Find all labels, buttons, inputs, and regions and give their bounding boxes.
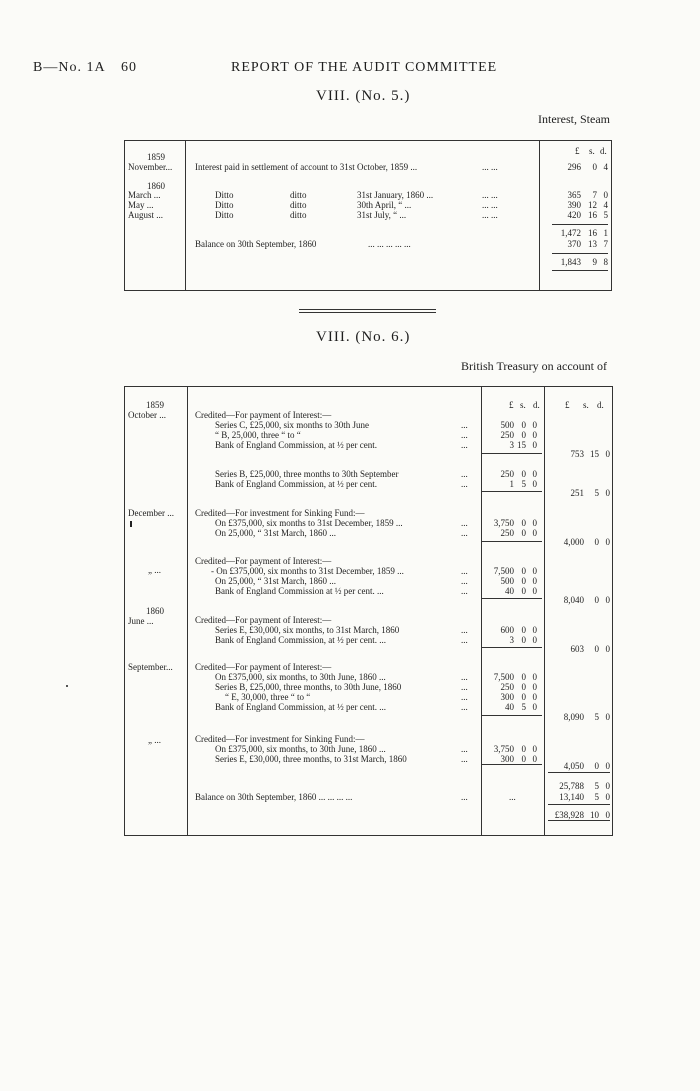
amount-pence: 0 — [605, 537, 610, 547]
date-ditto: „ ... — [148, 735, 161, 745]
leader-dots: ... — [461, 625, 468, 635]
leader-dots: ... — [461, 440, 468, 450]
amount-pence: 0 — [532, 576, 537, 586]
col-head-pounds: £ — [509, 400, 514, 410]
leader-dots: ... — [461, 754, 468, 764]
section-5-heading: VIII. (No. 5.) — [316, 88, 411, 104]
section-5-caption: Interest, Steam — [538, 112, 610, 126]
amount-pence: 0 — [605, 792, 610, 802]
balance-text: Balance on 30th September, 1860 ... ... ... ... — [195, 792, 353, 802]
amount-pence: 0 — [605, 712, 610, 722]
leader-dots: ... ... — [482, 200, 498, 210]
entry-line: “ E, 30,000, three “ to “ — [225, 692, 311, 702]
date-month: November... — [128, 162, 173, 172]
col-head-shillings: s. — [589, 146, 595, 156]
page-title: REPORT OF THE AUDIT COMMITTEE — [231, 60, 498, 75]
amount-pounds: 250 — [500, 469, 514, 479]
sum-rule — [482, 453, 542, 454]
entry-line: On 25,000, “ 31st March, 1860 ... — [215, 576, 336, 586]
amount-pence: 0 — [605, 781, 610, 791]
date-year: 1860 — [147, 181, 165, 191]
entry-heading: Credited—For payment of Interest:— — [195, 556, 332, 566]
entry-line: Bank of England Commission, at ½ per cent. — [215, 479, 377, 489]
amount-pounds: 3 — [509, 635, 514, 645]
date-year: 1859 — [147, 152, 165, 162]
amount-pence: 0 — [532, 586, 537, 596]
col-head-pounds: £ — [565, 400, 570, 410]
date-month: May ... — [128, 200, 154, 210]
entry-line: On £375,000, six months, to 30th June, 1860 ... — [215, 744, 386, 754]
amount-pounds: 25,788 — [559, 781, 584, 791]
amount-pence: 0 — [532, 518, 537, 528]
amount-shillings: 0 — [521, 682, 526, 692]
amount-pounds: 7,500 — [493, 672, 514, 682]
amount-shillings: 0 — [521, 518, 526, 528]
leader-dots: ... — [461, 692, 468, 702]
amount-pence: 0 — [605, 595, 610, 605]
ditto-text: Ditto — [215, 200, 234, 210]
section-divider — [299, 312, 436, 313]
amount-pounds: 4,050 — [563, 761, 584, 771]
amount-pounds: 600 — [500, 625, 514, 635]
date-month: August ... — [128, 210, 164, 220]
entry-line: “ B, 25,000, three “ to “ — [215, 430, 301, 440]
col-head-pence: d. — [600, 146, 607, 156]
amount-shillings: 0 — [521, 420, 526, 430]
ditto-text: ditto — [290, 190, 307, 200]
sum-rule — [482, 647, 542, 648]
leader-dots: ... — [461, 566, 468, 576]
leader-dots: ... ... — [482, 162, 498, 172]
amount-pence: 0 — [603, 190, 608, 200]
amount-shillings: 10 — [590, 810, 599, 820]
leader-dots: ... — [461, 518, 468, 528]
entry-line: Bank of England Commission at ½ per cent. ... — [215, 586, 384, 596]
amount-pence: 0 — [605, 449, 610, 459]
ditto-text: Ditto — [215, 190, 234, 200]
amount-shillings: 0 — [521, 635, 526, 645]
sum-rule — [482, 491, 542, 492]
amount-pounds: 250 — [500, 528, 514, 538]
amount-shillings: 0 — [594, 595, 599, 605]
amount-pence: 0 — [532, 430, 537, 440]
ditto-date: 30th April, “ ... — [357, 200, 412, 210]
section-divider — [299, 309, 436, 310]
amount-pounds: £38,928 — [554, 810, 584, 820]
amount-pounds: 4,000 — [563, 537, 584, 547]
amount-shillings: 5 — [594, 488, 599, 498]
amount-pence: 0 — [532, 566, 537, 576]
leader-dots: ... — [461, 586, 468, 596]
ink-mark — [130, 521, 132, 527]
date-month: October ... — [128, 410, 166, 420]
amount-pence: 0 — [605, 644, 610, 654]
sum-rule — [482, 764, 542, 765]
amount-pence: 0 — [605, 761, 610, 771]
amount-shillings: 0 — [521, 586, 526, 596]
amount-shillings: 15 — [517, 440, 526, 450]
sum-rule — [548, 804, 610, 805]
amount-shillings: 5 — [594, 712, 599, 722]
amount-pounds: 8,090 — [563, 712, 584, 722]
amount-pounds: 390 — [567, 200, 581, 210]
leader-dots: ... — [461, 672, 468, 682]
ditto-text: Ditto — [215, 210, 234, 220]
amount-pounds: 13,140 — [559, 792, 584, 802]
ditto-text: ditto — [290, 200, 307, 210]
balance-shillings: 13 — [588, 239, 597, 249]
amount-shillings: 0 — [521, 692, 526, 702]
amount-pounds: 3 — [509, 440, 514, 450]
leader-dots: ... ... ... ... ... — [368, 239, 411, 249]
date-year: 1859 — [146, 400, 164, 410]
amount-pence: 0 — [532, 528, 537, 538]
amount-pounds: 420 — [567, 210, 581, 220]
entry-line: Series B, £25,000, three months to 30th September — [215, 469, 399, 479]
leader-dots: ... ... — [482, 190, 498, 200]
leader-dots: ... — [461, 479, 468, 489]
leader-dots: ... — [461, 744, 468, 754]
entry-heading: Credited—For investment for Sinking Fund:— — [195, 734, 365, 744]
amount-pounds: 8,040 — [563, 595, 584, 605]
entry-line: Bank of England Commission, at ½ per cent. ... — [215, 635, 386, 645]
amount-pence: 0 — [532, 635, 537, 645]
amount-pounds: 500 — [500, 420, 514, 430]
amount-pence: 0 — [532, 625, 537, 635]
amount-shillings: 0 — [594, 644, 599, 654]
amount-pence: 0 — [532, 744, 537, 754]
amount-pence: 0 — [532, 754, 537, 764]
subtotal-pence: 1 — [603, 228, 608, 238]
col-head-pence: d. — [597, 400, 604, 410]
amount-shillings: 5 — [521, 702, 526, 712]
entry-line: - On £375,000, six months to 31st December, 1859 ... — [211, 566, 404, 576]
page-number: 60 — [121, 60, 137, 75]
ditto-text: ditto — [290, 210, 307, 220]
amount-pence: 0 — [532, 440, 537, 450]
amount-pence: 0 — [532, 469, 537, 479]
col-head-pence: d. — [533, 400, 540, 410]
total-shillings: 9 — [592, 257, 597, 267]
amount-pounds: 296 — [567, 162, 581, 172]
leader-dots: ... — [461, 635, 468, 645]
subtotal-shillings: 16 — [588, 228, 597, 238]
amount-shillings: 0 — [592, 162, 597, 172]
date-month: September... — [128, 662, 173, 672]
amount-pounds: 1 — [509, 479, 514, 489]
amount-pounds: 40 — [505, 586, 514, 596]
amount-shillings: 5 — [521, 479, 526, 489]
amount-pence: 0 — [532, 420, 537, 430]
entry-heading: Credited—For payment of Interest:— — [195, 662, 332, 672]
date-month: December ... — [128, 508, 174, 518]
amount-shillings: 0 — [521, 576, 526, 586]
ditto-date: 31st July, “ ... — [357, 210, 407, 220]
amount-shillings: 0 — [521, 754, 526, 764]
amount-pence: 0 — [532, 692, 537, 702]
leader-dots: ... — [509, 792, 516, 802]
entry-line: Series B, £25,000, three months, to 30th June, 1860 — [215, 682, 402, 692]
entry-line: Series C, £25,000, six months to 30th June — [215, 420, 370, 430]
amount-pence: 5 — [603, 210, 608, 220]
leader-dots: ... — [461, 430, 468, 440]
amount-shillings: 0 — [521, 744, 526, 754]
leader-dots: ... — [461, 528, 468, 538]
amount-shillings: 0 — [521, 528, 526, 538]
leader-dots: ... — [461, 702, 468, 712]
amount-pence: 0 — [605, 810, 610, 820]
amount-pounds: 300 — [500, 692, 514, 702]
entry-line: Bank of England Commission, at ½ per cent. — [215, 440, 377, 450]
amount-pence: 0 — [532, 479, 537, 489]
leader-dots: ... — [461, 469, 468, 479]
amount-shillings: 0 — [521, 430, 526, 440]
leader-dots: ... — [461, 420, 468, 430]
amount-shillings: 0 — [521, 625, 526, 635]
amount-pounds: 300 — [500, 754, 514, 764]
amount-pounds: 7,500 — [493, 566, 514, 576]
leader-dots: ... — [461, 792, 468, 802]
total-pence: 8 — [603, 257, 608, 267]
amount-pounds: 603 — [570, 644, 584, 654]
date-year: 1860 — [146, 606, 164, 616]
amount-shillings: 0 — [594, 761, 599, 771]
sum-rule — [482, 541, 542, 542]
amount-shillings: 7 — [592, 190, 597, 200]
balance-pounds: 370 — [567, 239, 581, 249]
amount-shillings: 12 — [588, 200, 597, 210]
amount-pence: 4 — [603, 162, 608, 172]
amount-pounds: 250 — [500, 430, 514, 440]
leader-dots: ... ... — [482, 210, 498, 220]
entry-line: Series E, £30,000, six months, to 31st March, 1860 — [215, 625, 400, 635]
amount-pounds: 3,750 — [493, 518, 514, 528]
section-6-heading: VIII. (No. 6.) — [316, 329, 411, 345]
amount-shillings: 0 — [521, 566, 526, 576]
amount-pounds: 3,750 — [493, 744, 514, 754]
entry-heading: Credited—For payment of Interest:— — [195, 410, 332, 420]
entry-line: On £375,000, six months to 31st December, 1859 ... — [215, 518, 403, 528]
sum-rule — [482, 598, 542, 599]
amount-shillings: 16 — [588, 210, 597, 220]
amount-shillings: 0 — [594, 537, 599, 547]
leader-dots: ... — [461, 682, 468, 692]
sum-rule — [548, 820, 610, 821]
leader-dots: ... — [461, 576, 468, 586]
entry-line: On 25,000, “ 31st March, 1860 ... — [215, 528, 336, 538]
amount-pence: 0 — [605, 488, 610, 498]
sum-rule — [548, 772, 610, 773]
ditto-date: 31st January, 1860 ... — [357, 190, 434, 200]
col-head-shillings: s. — [583, 400, 589, 410]
amount-shillings: 5 — [594, 781, 599, 791]
amount-pence: 0 — [532, 682, 537, 692]
col-head-shillings: s. — [520, 400, 526, 410]
amount-shillings: 15 — [590, 449, 599, 459]
amount-shillings: 5 — [594, 792, 599, 802]
amount-pounds: 753 — [570, 449, 584, 459]
amount-pounds: 251 — [570, 488, 584, 498]
balance-text: Balance on 30th September, 1860 — [195, 239, 317, 249]
amount-pence: 0 — [532, 702, 537, 712]
ink-mark — [66, 685, 68, 687]
sum-rule — [482, 715, 542, 716]
total-pounds: 1,843 — [560, 257, 581, 267]
entry-heading: Credited—For investment for Sinking Fund:— — [195, 508, 365, 518]
entry-line: Series E, £30,000, three months, to 31st March, 1860 — [215, 754, 407, 764]
subtotal-pounds: 1,472 — [560, 228, 581, 238]
entry-text: Interest paid in settlement of account to 31st October, 1859 ... — [195, 162, 418, 172]
entry-heading: Credited—For payment of Interest:— — [195, 615, 332, 625]
date-ditto: „ ... — [148, 565, 161, 575]
amount-pence: 0 — [532, 672, 537, 682]
balance-pence: 7 — [603, 239, 608, 249]
entry-line: On £375,000, six months, to 30th June, 1860 ... — [215, 672, 386, 682]
amount-pounds: 500 — [500, 576, 514, 586]
amount-pounds: 365 — [567, 190, 581, 200]
section-6-caption: British Treasury on account of — [461, 359, 607, 373]
amount-shillings: 0 — [521, 469, 526, 479]
amount-shillings: 0 — [521, 672, 526, 682]
amount-pounds: 40 — [505, 702, 514, 712]
amount-pounds: 250 — [500, 682, 514, 692]
entry-line: Bank of England Commission, at ½ per cent. ... — [215, 702, 386, 712]
col-head-pounds: £ — [575, 146, 580, 156]
date-month: March ... — [128, 190, 161, 200]
document-reference: B—No. 1A — [33, 60, 106, 75]
amount-pence: 4 — [603, 200, 608, 210]
date-month: June ... — [128, 616, 154, 626]
